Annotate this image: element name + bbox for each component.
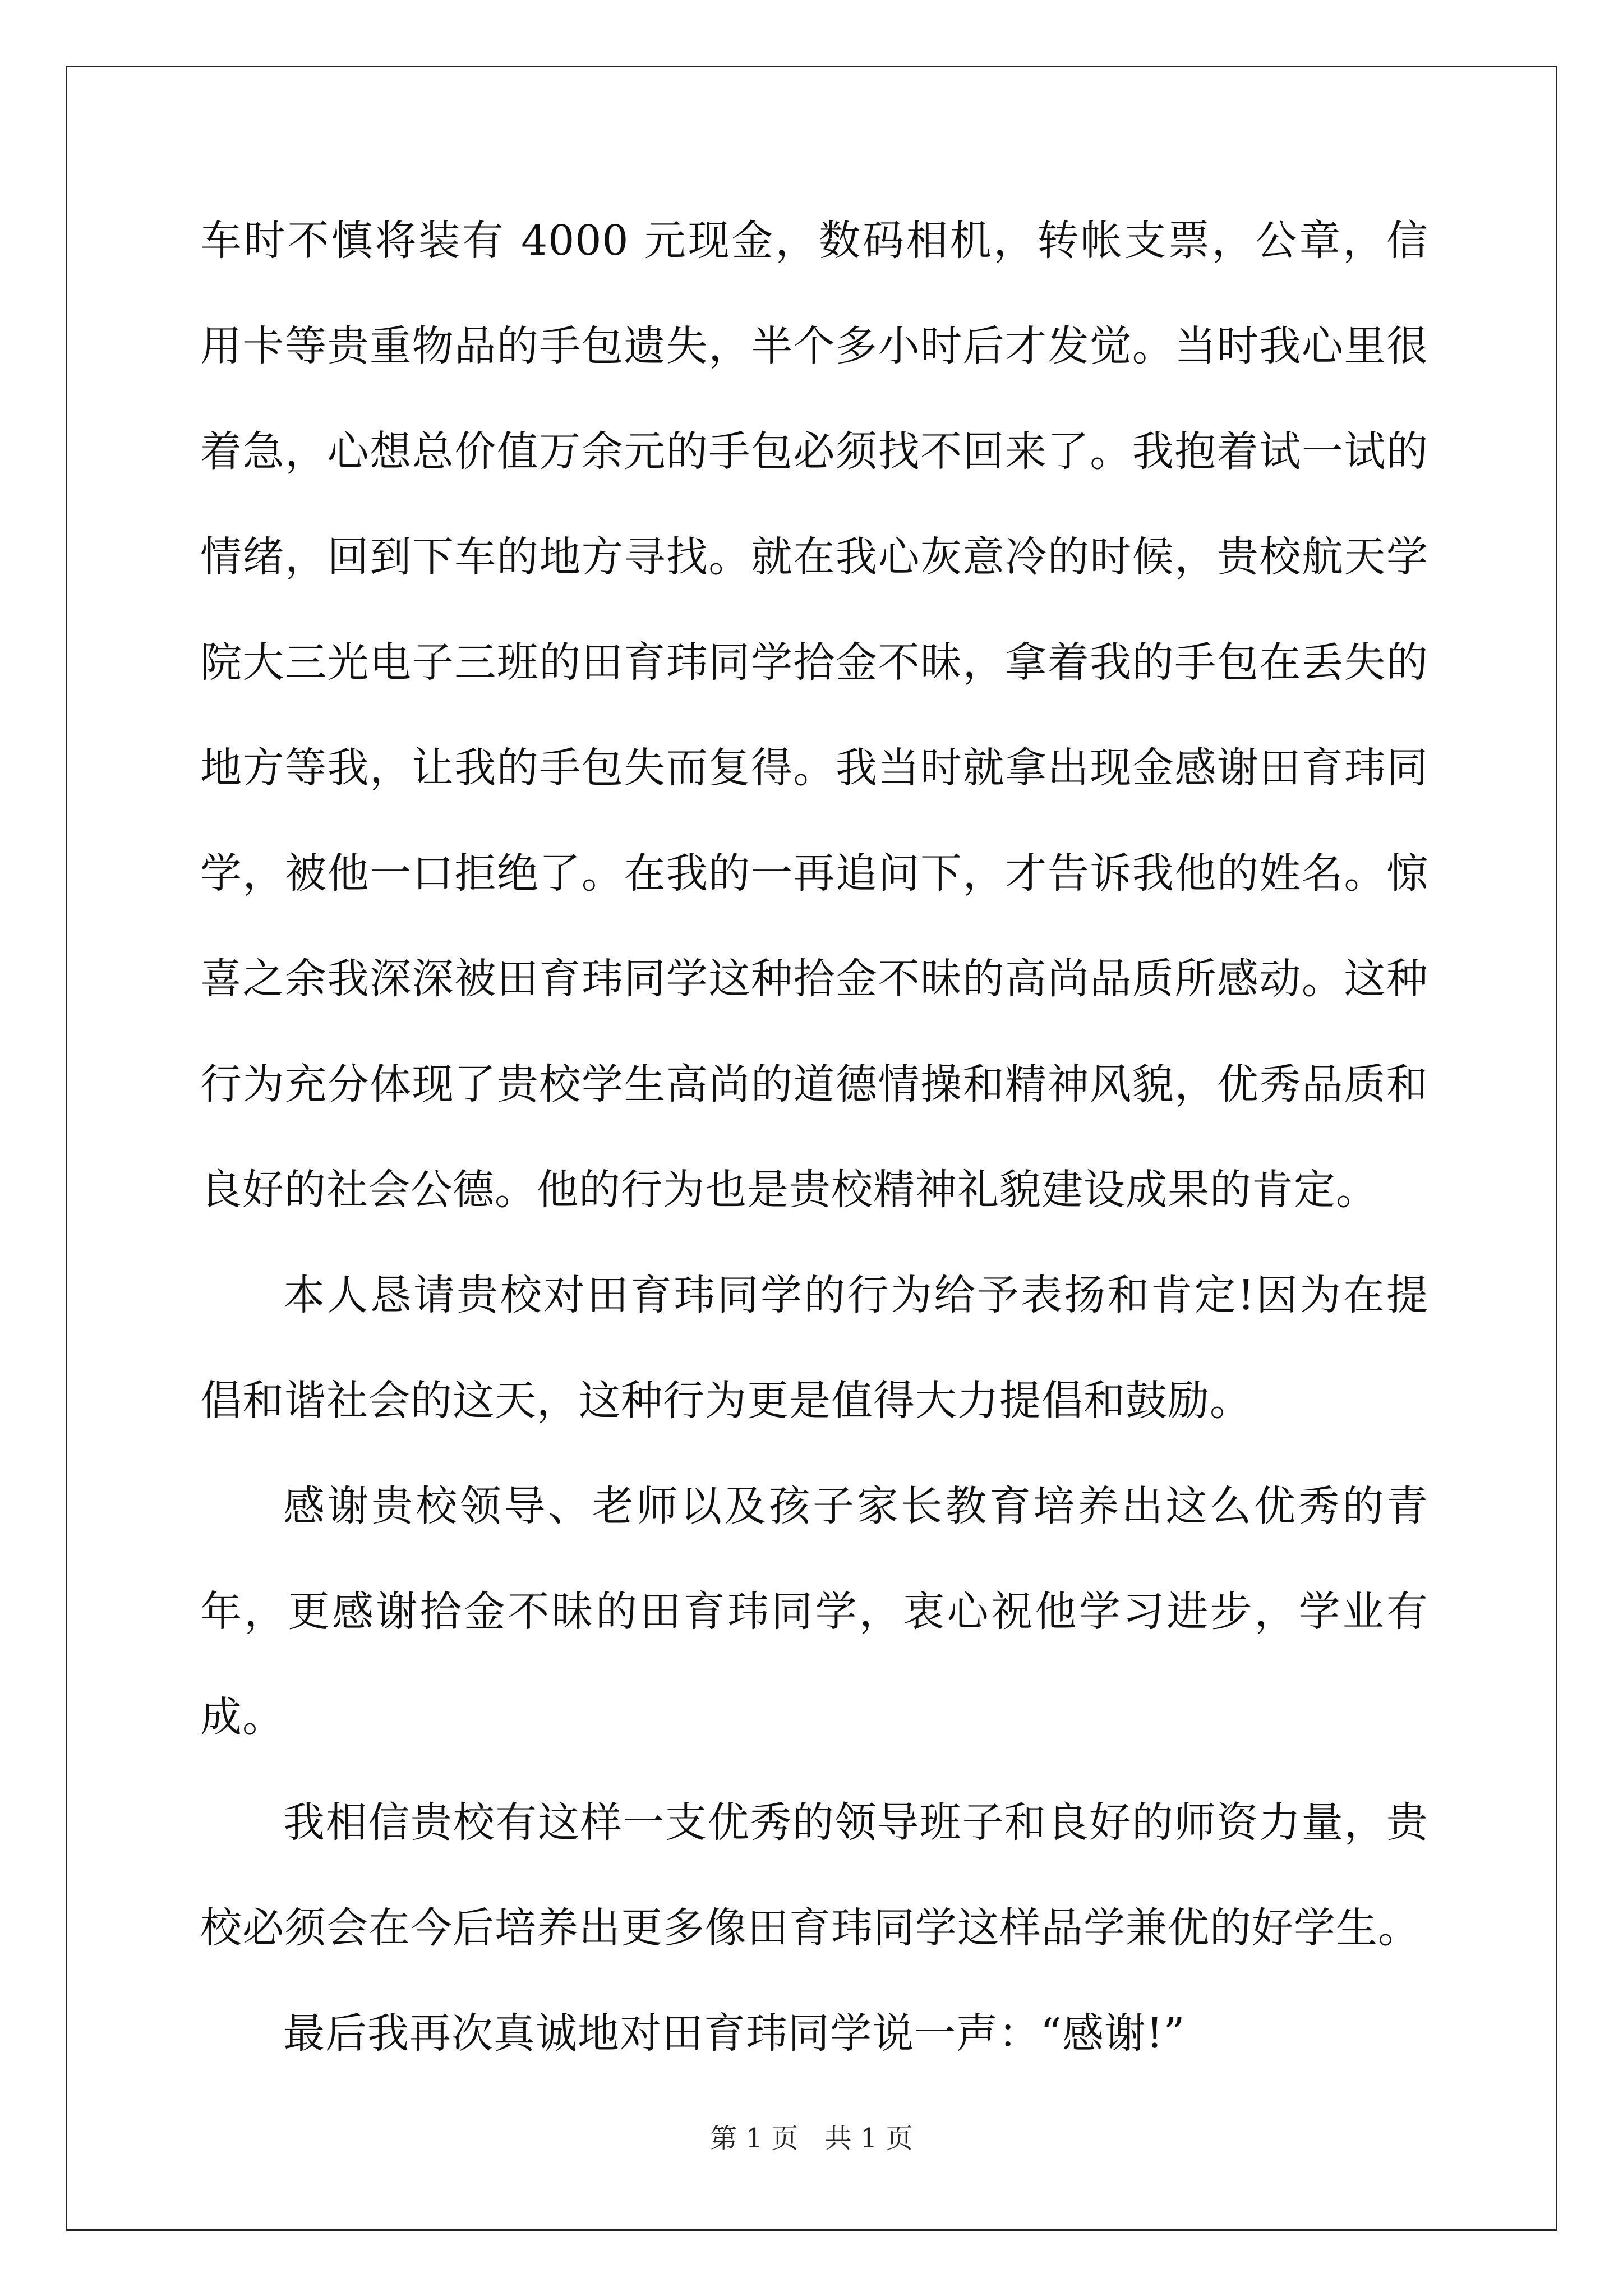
page-total: 共 1 页	[824, 2123, 913, 2154]
paragraph-1: 车时不慎将装有 4000 元现金，数码相机，转帐支票，公章，信用卡等贵重物品的手包遗失，半个多小时后才发觉。当时我心里很着急，心想总价值万余元的手包必须找不回来了。我抱着试一试的情绪，回到下车的地方寻找。就在我心灰意冷的时候，贵校航天学院大三光电子三班的田育玮同学拾金不昧，拿着我的手包在丢失的地方等我，让我的手包失而复得。我当时就拿出现金感谢田育玮同学，被他一口拒绝了。在我的一再追问下，才告诉我他的姓名。惊喜之余我深深被田育玮同学这种拾金不昧的高尚品质所感动。这种行为充分体现了贵校学生高尚的道德情操和精神风貌，优秀品质和良好的社会公德。他的行为也是贵校精神礼貌建设成果的肯定。	[200, 217, 1428, 1214]
paragraph-5: 最后我再次真诚地对田育玮同学说一声：“感谢!”	[283, 2009, 1186, 2058]
page-footer	[0, 2122, 1623, 2155]
paragraph-4: 我相信贵校有这样一支优秀的领导班子和良好的师资力量，贵校必须会在今后培养出更多像田育玮同学这样品学兼优的好学生。	[200, 1798, 1428, 1952]
paragraph-3: 感谢贵校领导、老师以及孩子家长教育培养出这么优秀的青年，更感谢拾金不昧的田育玮同学，衷心祝他学习进步，学业有成。	[200, 1482, 1428, 1741]
document-body	[200, 188, 1428, 2086]
page-number: 第 1 页	[710, 2123, 799, 2154]
paragraph-2: 本人恳请贵校对田育玮同学的行为给予表扬和肯定!因为在提倡和谐社会的这天，这种行为更是值得大力提倡和鼓励。	[200, 1271, 1428, 1425]
